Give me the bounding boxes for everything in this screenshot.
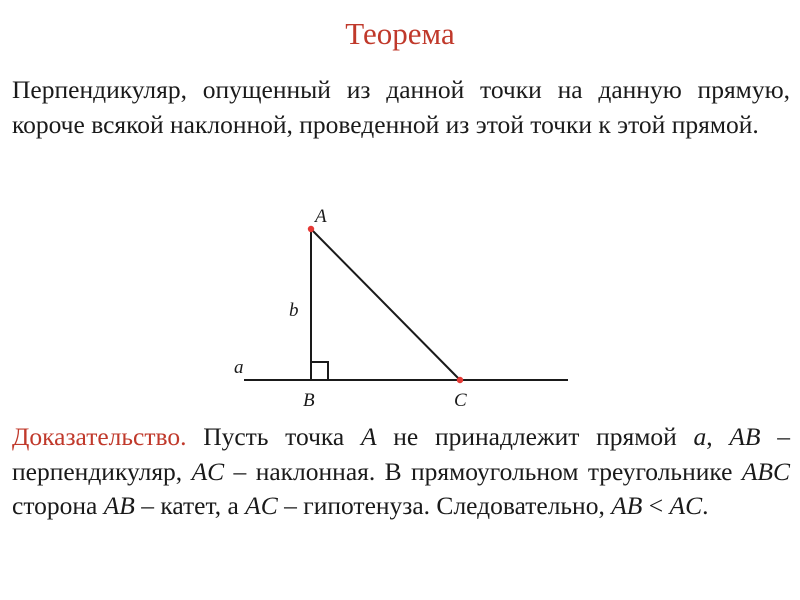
proof-heading: Доказательство. bbox=[12, 422, 187, 451]
proof-var: AB bbox=[611, 491, 643, 520]
proof-var: AB bbox=[729, 422, 761, 451]
proof-var: AB bbox=[103, 491, 135, 520]
point-c bbox=[457, 377, 463, 383]
proof-var: AC bbox=[245, 491, 278, 520]
label-b-point: B bbox=[303, 390, 315, 411]
proof-var: A bbox=[360, 422, 377, 451]
proof-text: Пусть точка bbox=[186, 422, 361, 451]
proof-text: не принадлежит прямой bbox=[376, 422, 694, 451]
theorem-title: Теорема bbox=[345, 16, 455, 51]
point-a bbox=[308, 226, 314, 232]
proof-text: – наклонная. В прямоугольном треугольнике bbox=[224, 456, 742, 486]
label-a-point: A bbox=[315, 206, 327, 227]
proof-text: сторона bbox=[12, 491, 104, 520]
label-a-line: a bbox=[234, 357, 244, 378]
proof-var: AC bbox=[669, 491, 703, 520]
label-b-side: b bbox=[289, 300, 299, 321]
proof-text: – катет, а bbox=[134, 491, 246, 520]
segment-ac bbox=[311, 229, 460, 380]
proof-paragraph bbox=[12, 420, 790, 524]
theorem-statement: Перпендикуляр, опущенный из данной точки на данную прямую, короче всякой наклонной, проведенной из этой точки к этой прямой. bbox=[12, 75, 790, 139]
proof-var: AC bbox=[191, 456, 225, 486]
proof-text: – гипотенуза. Следовательно, bbox=[277, 491, 612, 520]
proof-var: ABC bbox=[741, 456, 790, 486]
right-angle-mark bbox=[311, 362, 328, 380]
proof-var: a bbox=[693, 422, 707, 451]
proof-text: < bbox=[642, 491, 670, 520]
proof-text: , bbox=[706, 422, 730, 451]
label-c-point: C bbox=[454, 390, 467, 411]
proof-text: – перпендикуляр, bbox=[12, 422, 790, 486]
proof-text: . bbox=[702, 491, 709, 520]
